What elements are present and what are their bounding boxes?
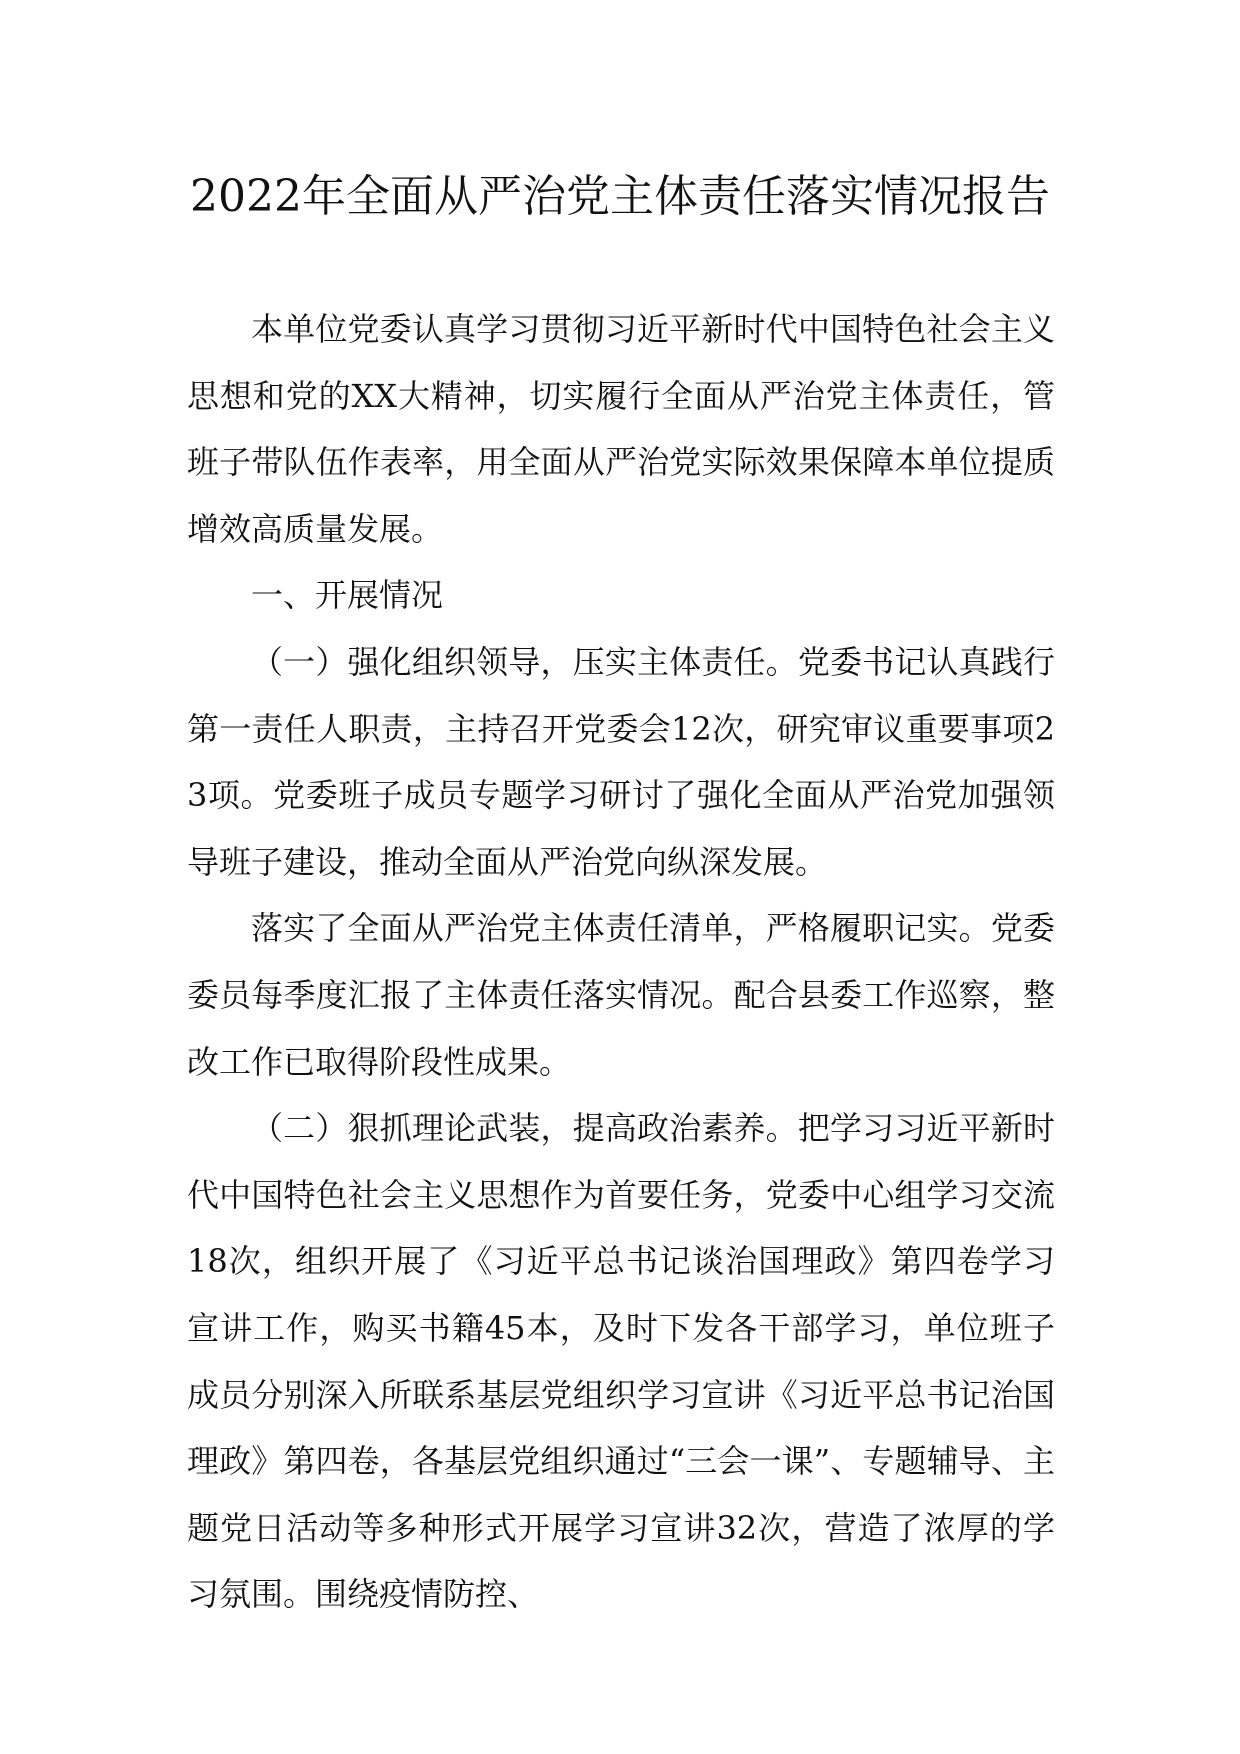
document-body <box>187 296 1055 1628</box>
section-heading: 一、开展情况 <box>251 576 444 615</box>
paragraph-organization: （一）强化组织领导，压实主体责任。党委书记认真践行第一责任人职责，主持召开党委会12次，研究审议重要事项23项。党委班子成员专题学习研讨了强化全面从严治党加强领导班子建设，推动全面从严治党向纵深发展。 <box>187 642 1055 881</box>
document-title: 2022年全面从严治党主体责任落实情况报告 <box>190 171 1050 222</box>
paragraph-responsibility-list: 落实了全面从严治党主体责任清单，严格履职记实。党委委员每季度汇报了主体责任落实情况。配合县委工作巡察，整改工作已取得阶段性成果。 <box>187 909 1055 1081</box>
paragraph-intro: 本单位党委认真学习贯彻习近平新时代中国特色社会主义思想和党的XX大精神，切实履行全面从严治党主体责任，管班子带队伍作表率，用全面从严治党实际效果保障本单位提质增效高质量发展。 <box>187 310 1055 548</box>
paragraph-theory-study: （二）狠抓理论武装，提高政治素养。把学习习近平新时代中国特色社会主义思想作为首要任务，党委中心组学习交流18次，组织开展了《习近平总书记谈治国理政》第四卷学习宣讲工作，购买书籍45本，及时下发各干部学习，单位班子成员分别深入所联系基层党组织学习宣讲《习近平总书记治国理政》第四卷，各基层党组织通过“三会一课”、专题辅导、主题党日活动等多种形式开展学习宣讲32次，营造了浓厚的学习氛围。围绕疫情防控、 <box>187 1109 1055 1614</box>
